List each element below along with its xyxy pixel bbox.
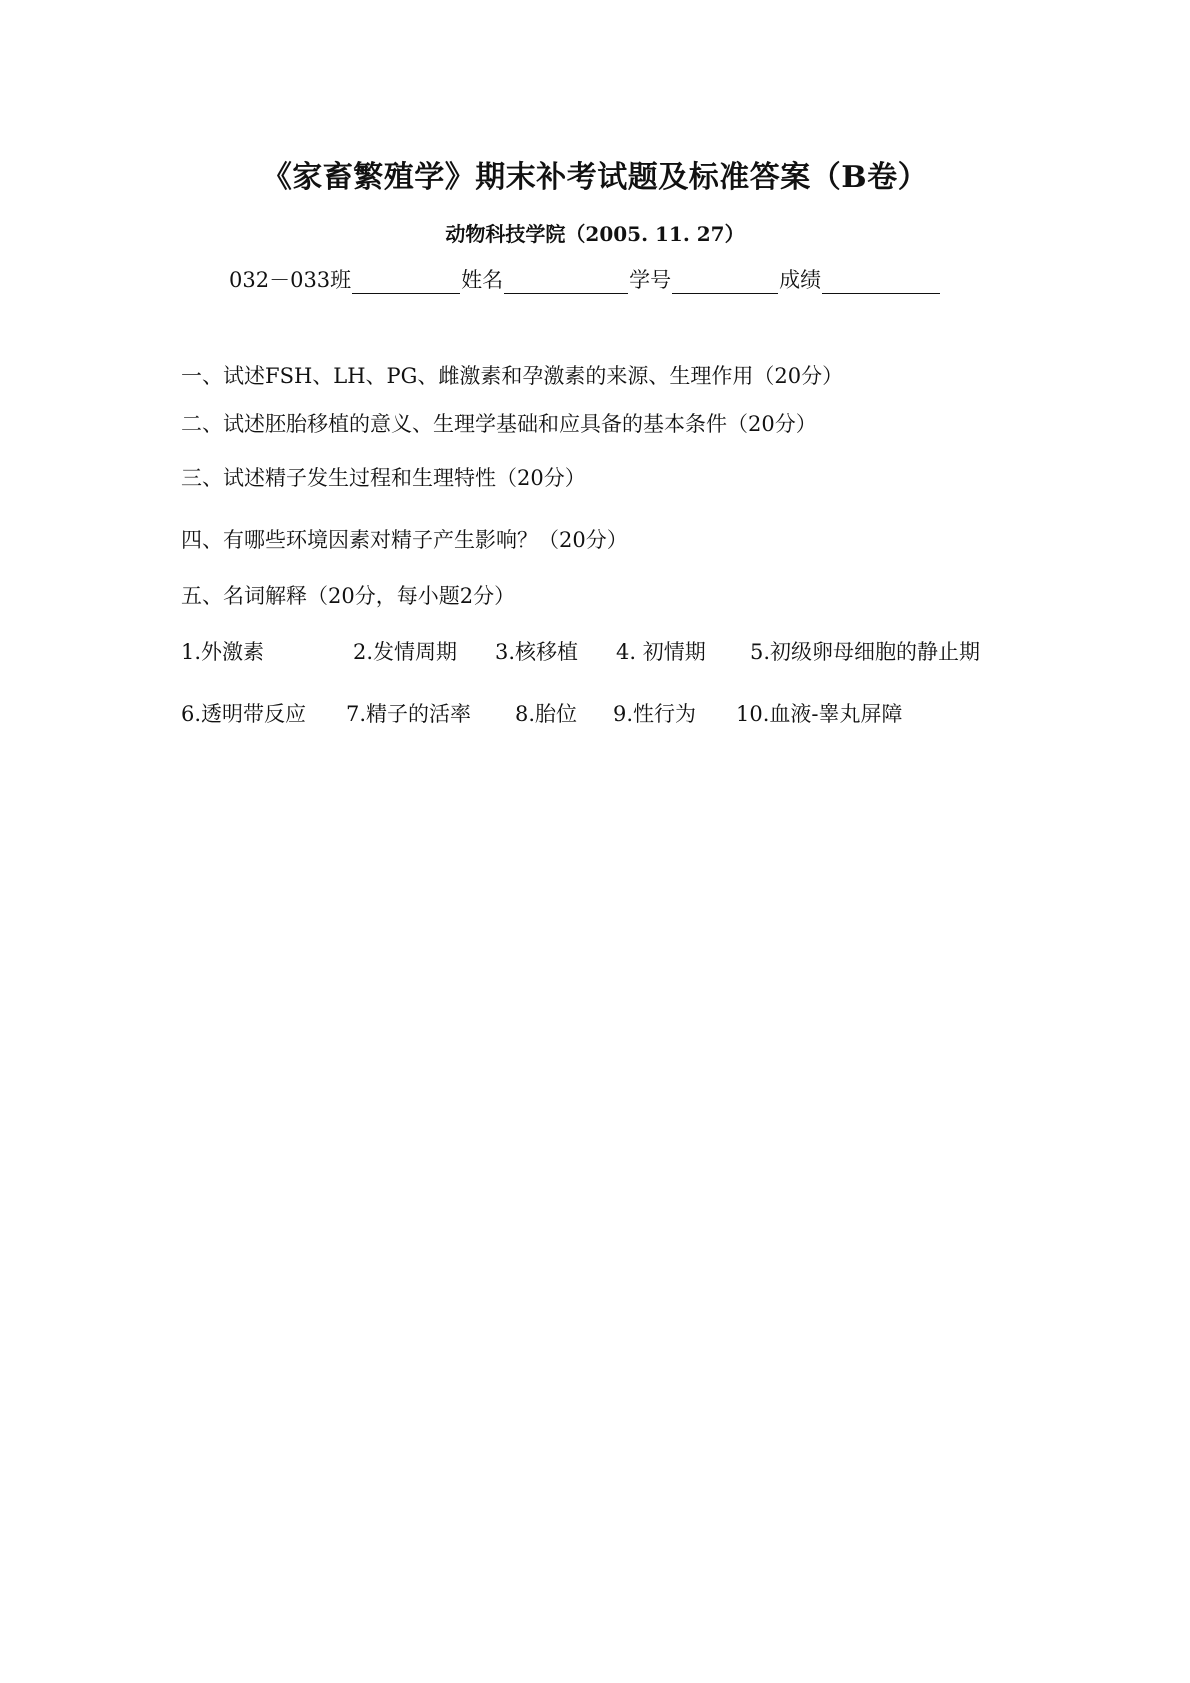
question-1: 一、试述FSH、LH、PG、雌激素和孕激素的来源、生理作用（20分） — [181, 364, 844, 388]
term-item: 9.性行为 — [613, 702, 697, 726]
question-4: 四、有哪些环境因素对精子产生影响？（20分） — [181, 528, 628, 552]
term-item: 1.外激素 — [181, 640, 265, 664]
page-subtitle: 动物科技学院（2005. 11. 27） — [445, 222, 745, 246]
question-5: 五、名词解释（20分，每小题2分） — [181, 584, 516, 608]
term-item: 3.核移植 — [495, 640, 579, 664]
question-3: 三、试述精子发生过程和生理特性（20分） — [181, 466, 586, 490]
score-blank — [822, 271, 940, 294]
term-item: 4. 初情期 — [616, 640, 706, 664]
term-item: 2.发情周期 — [353, 640, 458, 664]
term-item: 6.透明带反应 — [181, 702, 307, 726]
term-item: 5.初级卵母细胞的静止期 — [750, 640, 981, 664]
student-id-blank — [672, 271, 778, 294]
name-blank — [504, 271, 628, 294]
page-title: 《家畜繁殖学》期末补考试题及标准答案（B卷） — [261, 160, 929, 195]
term-item: 7.精子的活率 — [346, 702, 472, 726]
term-item: 10.血液-睾丸屏障 — [736, 702, 903, 726]
student-id-label: 学号 — [629, 268, 672, 292]
score-label: 成绩 — [779, 268, 822, 292]
term-item: 8.胎位 — [515, 702, 578, 726]
student-info-row — [229, 264, 941, 294]
question-2: 二、试述胚胎移植的意义、生理学基础和应具备的基本条件（20分） — [181, 412, 817, 436]
name-label: 姓名 — [461, 268, 504, 292]
class-label: 032－033班 — [229, 268, 352, 292]
class-blank — [352, 271, 460, 294]
